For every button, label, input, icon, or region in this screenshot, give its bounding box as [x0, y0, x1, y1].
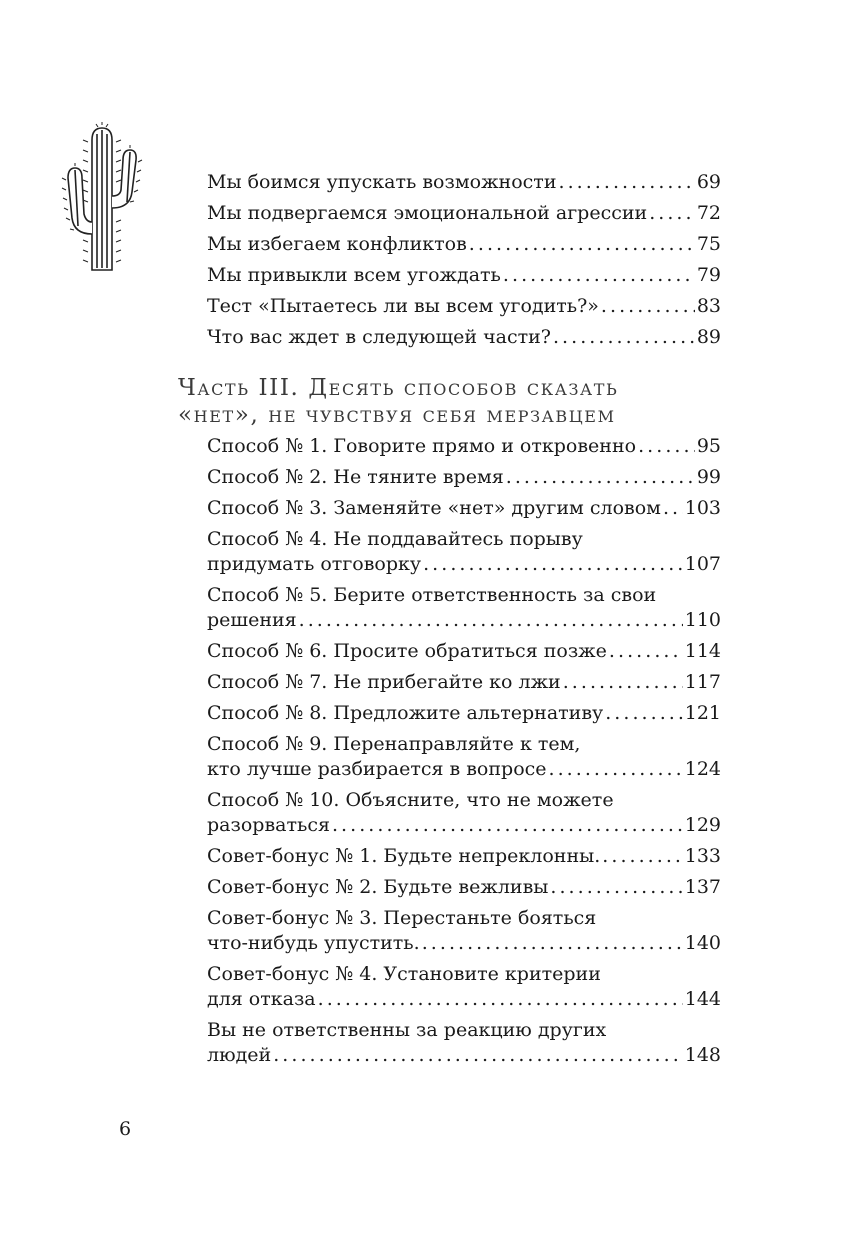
- toc-page-number: 114: [684, 640, 721, 662]
- toc-entry-title: Способ № 6. Просите обратиться позже: [207, 640, 607, 662]
- toc-entry[interactable]: [207, 325, 721, 350]
- toc-leader-dots: [549, 757, 683, 782]
- toc-page-number: 83: [696, 295, 721, 317]
- toc-entry-title: Способ № 2. Не тяните время: [207, 466, 504, 488]
- toc-entry[interactable]: [207, 496, 721, 521]
- toc-entry[interactable]: [207, 583, 721, 633]
- toc-leader-dots: [318, 987, 683, 1012]
- toc-entry-title: решения: [207, 609, 297, 631]
- toc-entry[interactable]: [207, 232, 721, 257]
- toc-entry-title: разорваться: [207, 814, 330, 836]
- toc-entry[interactable]: [207, 434, 721, 459]
- toc-entry-title: Мы боимся упускать возможности: [207, 171, 557, 193]
- toc-entry[interactable]: [207, 263, 721, 288]
- toc-entry[interactable]: [207, 294, 721, 319]
- toc-leader-dots: [550, 875, 682, 900]
- toc-page-number: 144: [684, 988, 721, 1010]
- toc-page-number: 140: [684, 932, 721, 954]
- toc-leader-dots: [609, 639, 683, 664]
- toc-entry-title: что-нибудь упустить.: [207, 932, 420, 954]
- toc-page-number: 95: [696, 435, 721, 457]
- toc-entry-title: Способ № 3. Заменяйте «нет» другим словом: [207, 497, 661, 519]
- toc-entries-before: [207, 170, 721, 356]
- part-heading-line-1: Часть III. Десять способов сказать: [178, 375, 619, 401]
- toc-entry[interactable]: [207, 670, 721, 695]
- toc-entry-title: кто лучше разбирается в вопросе: [207, 758, 547, 780]
- toc-leader-dots: [602, 844, 682, 869]
- toc-entry[interactable]: [207, 962, 721, 1012]
- toc-leader-dots: [558, 170, 694, 195]
- toc-entry-title: для отказа: [207, 988, 316, 1010]
- toc-entry-title: Совет-бонус № 2. Будьте вежливы: [207, 876, 549, 898]
- toc-entry-title: Мы избегаем конфликтов: [207, 233, 467, 255]
- toc-leader-dots: [553, 325, 695, 350]
- toc-entry-title: Мы подвергаемся эмоциональной агрессии: [207, 202, 648, 224]
- toc-page-number: 79: [696, 264, 721, 286]
- toc-entry-title: придумать отговорку: [207, 553, 422, 575]
- toc-page-number: 110: [684, 609, 721, 631]
- toc-page-number: 129: [684, 814, 721, 836]
- toc-entry[interactable]: [207, 844, 721, 869]
- toc-entry-title: Что вас ждет в следующей части?: [207, 326, 551, 348]
- toc-page-number: 137: [684, 876, 721, 898]
- toc-leader-dots: [563, 670, 683, 695]
- toc-entry[interactable]: [207, 788, 721, 838]
- toc-entry-title: Способ № 9. Перенаправляйте к тем,: [207, 733, 581, 755]
- toc-entry-title: Способ № 7. Не прибегайте ко лжи: [207, 671, 561, 693]
- toc-entry-title: Способ № 5. Берите ответственность за свои: [207, 584, 657, 606]
- toc-entry-title: Совет-бонус № 1. Будьте непреклонны.: [207, 845, 601, 867]
- toc-page-number: 124: [684, 758, 721, 780]
- toc-page-number: 121: [684, 702, 721, 724]
- toc-leader-dots: [649, 201, 695, 226]
- toc-leader-dots: [503, 263, 695, 288]
- toc-leader-dots: [601, 294, 695, 319]
- toc-page-number: 107: [684, 553, 721, 575]
- toc-entry[interactable]: [207, 906, 721, 956]
- toc-entry[interactable]: [207, 170, 721, 195]
- toc-entry-title: Совет-бонус № 4. Установите критерии: [207, 963, 601, 985]
- toc-entry-title: Способ № 1. Говорите прямо и откровенно: [207, 435, 637, 457]
- toc-entry-title: Вы не ответственны за реакцию других: [207, 1019, 607, 1041]
- toc-page-number: 69: [696, 171, 721, 193]
- page-number: 6: [119, 1118, 132, 1140]
- toc-entry[interactable]: [207, 465, 721, 490]
- toc-entry[interactable]: [207, 732, 721, 782]
- toc-page-number: 103: [684, 497, 721, 519]
- toc-page-number: 133: [684, 845, 721, 867]
- toc-entry-title: Способ № 10. Объясните, что не можете: [207, 789, 614, 811]
- toc-leader-dots: [469, 232, 695, 257]
- toc-entry[interactable]: [207, 1018, 721, 1068]
- toc-entry-title: людей: [207, 1044, 272, 1066]
- toc-entry-title: Совет-бонус № 3. Перестаньте бояться: [207, 907, 597, 929]
- toc-leader-dots: [273, 1043, 683, 1068]
- toc-entries-after: [207, 434, 721, 1074]
- toc-entry[interactable]: [207, 875, 721, 900]
- toc-page-number: 72: [696, 202, 721, 224]
- toc-page-number: 117: [684, 671, 721, 693]
- toc-leader-dots: [332, 813, 683, 838]
- toc-leader-dots: [423, 552, 683, 577]
- toc-page-number: 75: [696, 233, 721, 255]
- toc-leader-dots: [605, 701, 683, 726]
- toc-page-number: 99: [696, 466, 721, 488]
- toc-page-number: 148: [684, 1044, 721, 1066]
- toc-leader-dots: [422, 931, 683, 956]
- part-heading: [178, 375, 738, 429]
- toc-leader-dots: [299, 608, 683, 633]
- toc-entry-title: Мы привыкли всем угождать: [207, 264, 501, 286]
- toc-entry-title: Тест «Пытаетесь ли вы всем угодить?»: [207, 295, 599, 317]
- toc-entry-title: Способ № 4. Не поддавайтесь порыву: [207, 528, 583, 550]
- toc-entry[interactable]: [207, 701, 721, 726]
- toc-entry[interactable]: [207, 527, 721, 577]
- toc-leader-dots: [638, 434, 695, 459]
- toc-leader-dots: [506, 465, 695, 490]
- toc-leader-dots: [663, 496, 683, 521]
- toc-entry-title: Способ № 8. Предложите альтернативу: [207, 702, 604, 724]
- toc-entry[interactable]: [207, 201, 721, 226]
- part-heading-line-2: «нет», не чувствуя себя мерзавцем: [178, 402, 616, 428]
- toc-page-number: 89: [696, 326, 721, 348]
- cactus-icon: [58, 122, 150, 272]
- toc-entry[interactable]: [207, 639, 721, 664]
